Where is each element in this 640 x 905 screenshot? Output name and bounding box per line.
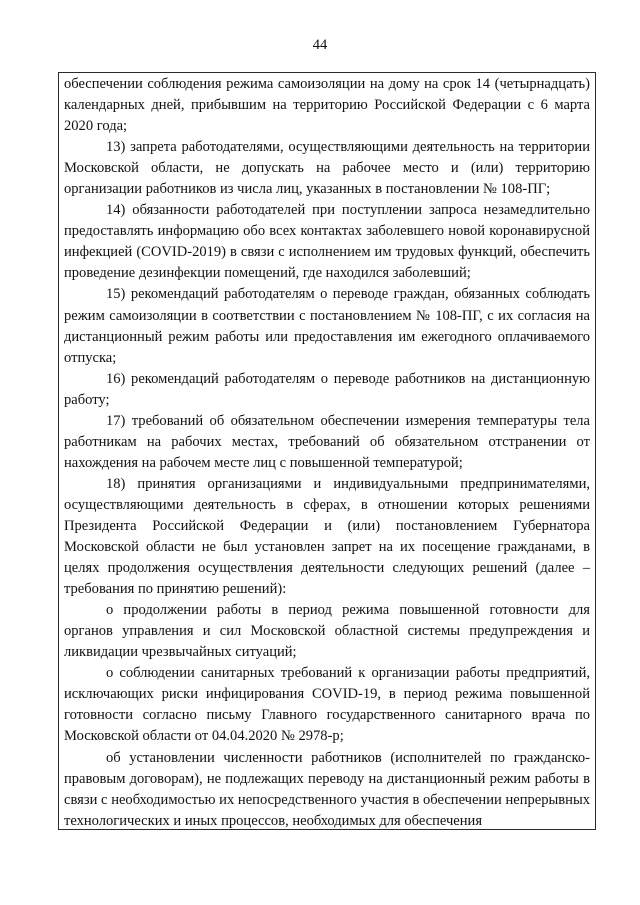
paragraph-subitem-sanitary-requirements: о соблюдении санитарных требований к организации работы предприятий, исключающих риски инфицирования COVID-19, в период режима повышенной готовности согласно письму Главного государственного санитарного врача по Московской области от 04.04.2020 № 2978-р;	[64, 665, 590, 745]
paragraph-continuation: обеспечении соблюдения режима самоизоляции на дому на срок 14 (четырнадцать) календарных дней, прибывшим на территорию Российской Федерации с 6 марта 2020 года;	[64, 76, 590, 135]
paragraph-item-13: 13) запрета работодателями, осуществляющими деятельность на территории Московской области, не допускать на рабочее место и (или) территорию организации работников из числа лиц, указанных в постановлении № 108-ПГ;	[64, 139, 590, 198]
text-body	[59, 73, 595, 830]
paragraph-item-16: 16) рекомендаций работодателям о переводе работников на дистанционную работу;	[64, 370, 590, 408]
paragraph-item-18: 18) принятия организациями и индивидуальными предпринимателями, осуществляющими деятельность в сферах, в отношении которых решениями Президента Российской Федерации и (или) постановлением Губернатора Московской области не был установлен запрет на их посещение гражданами, в целях продолжения осуществления деятельности следующих решений (далее – требования по принятию решений):	[64, 475, 590, 598]
paragraph-subitem-work-continuation: о продолжении работы в период режима повышенной готовности для органов управления и сил Московской областной системы предупреждения и ликвидации чрезвычайных ситуаций;	[64, 602, 590, 661]
paragraph-item-14: 14) обязанности работодателей при поступлении запроса незамедлительно предоставлять информацию обо всех контактах заболевшего новой коронавирусной инфекцией (COVID-2019) в связи с исполнением им трудовых функций, обеспечить проведение дезинфекции помещений, где находился заболевший;	[64, 202, 590, 282]
paragraph-item-15: 15) рекомендаций работодателям о переводе граждан, обязанных соблюдать режим самоизоляции в соответствии с постановлением № 108-ПГ, с их согласия на дистанционный режим работы или предоставления им ежегодного оплачиваемого отпуска;	[64, 286, 590, 366]
page-number: 44	[312, 37, 328, 53]
paragraph-item-17: 17) требований об обязательном обеспечении измерения температуры тела работникам на рабочих местах, требований об обязательном отстранении от нахождения на рабочем месте лиц с повышенной температурой;	[64, 412, 590, 471]
paragraph-subitem-staff-numbers: об установлении численности работников (исполнителей по гражданско-правовым договорам), не подлежащих переводу на дистанционный режим работы в связи с необходимостью их непосредственного участия в обеспечении непрерывных технологических и иных процессов, необходимых для обеспечения	[64, 749, 590, 829]
content-frame	[58, 72, 596, 830]
